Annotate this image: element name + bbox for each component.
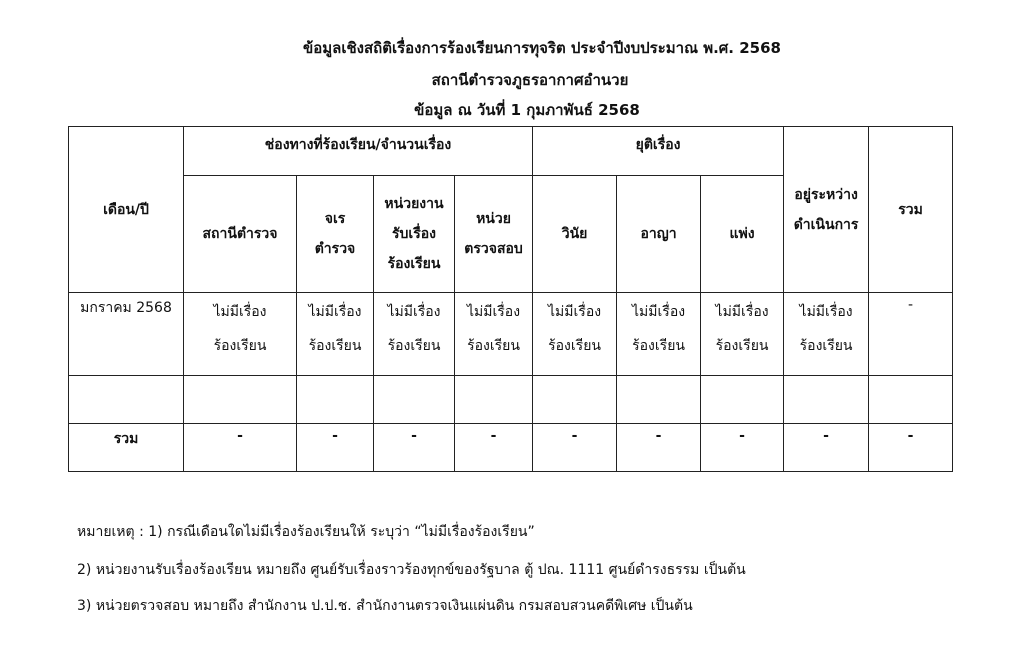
channel-header-station: [184, 176, 297, 293]
count-cell: [533, 293, 617, 376]
data-date: ข้อมูล ณ วันที่ 1 กุมภาพันธ์ 2568: [414, 101, 640, 119]
cell-line: ไม่มีเรื่อง: [632, 304, 686, 320]
total-cell: -: [533, 424, 617, 472]
cell-line: ไม่มีเรื่อง: [213, 304, 267, 320]
resolved-header-line: แพ่ง: [729, 226, 755, 242]
channel-header-inspector: [297, 176, 374, 293]
count-cell: [374, 293, 455, 376]
cell-line: ร้องเรียน: [308, 338, 362, 354]
month-column-header: เดือน/ปี: [69, 127, 184, 293]
channel-header-audit-agency: [455, 176, 533, 293]
empty-cell: [784, 376, 869, 424]
channel-header-line: จเร: [324, 211, 346, 227]
row-total-cell: -: [869, 293, 953, 376]
total-row: [69, 424, 953, 472]
count-cell: [617, 293, 701, 376]
report-title: ข้อมูลเชิงสถิติเรื่องการร้องเรียนการทุจริต ประจำปีงบประมาณ พ.ศ. 2568: [303, 39, 781, 57]
total-cell: -: [617, 424, 701, 472]
count-cell: [455, 293, 533, 376]
count-cell: [297, 293, 374, 376]
channel-header-line: หน่วยงาน: [384, 196, 444, 212]
cell-line: ไม่มีเรื่อง: [715, 304, 769, 320]
total-cell: -: [784, 424, 869, 472]
total-cell: -: [374, 424, 455, 472]
channel-header-line: ตำรวจ: [314, 241, 356, 257]
channel-header-line: หน่วย: [476, 211, 511, 227]
total-cell: -: [455, 424, 533, 472]
total-cell: -: [184, 424, 297, 472]
cell-line: ร้องเรียน: [548, 338, 601, 354]
cell-line: ไม่มีเรื่อง: [799, 304, 853, 320]
total-row-label: รวม: [69, 424, 184, 472]
resolved-header-civil: [701, 176, 784, 293]
resolved-header-criminal: [617, 176, 701, 293]
total-cell: -: [701, 424, 784, 472]
count-cell: [784, 293, 869, 376]
footnote-3: 3) หน่วยตรวจสอบ หมายถึง สำนักงาน ป.ป.ช. สำนักงานตรวจเงินแผ่นดิน กรมสอบสวนคดีพิเศษ เป็นต้น: [77, 598, 693, 614]
empty-cell: [374, 376, 455, 424]
channel-header-line: ตรวจสอบ: [464, 241, 523, 257]
empty-cell: [69, 376, 184, 424]
empty-cell: [869, 376, 953, 424]
total-cell: -: [297, 424, 374, 472]
cell-line: ร้องเรียน: [799, 338, 853, 354]
channel-header-line: สถานีตำรวจ: [202, 226, 278, 242]
empty-cell: [297, 376, 374, 424]
total-column-header: รวม: [869, 127, 953, 293]
header-row-1: [69, 127, 953, 176]
empty-row: [69, 376, 953, 424]
table-row: [69, 293, 953, 376]
channels-group-header: ช่องทางที่ร้องเรียน/จำนวนเรื่อง: [184, 127, 533, 176]
footnote-2: 2) หน่วยงานรับเรื่องร้องเรียน หมายถึง ศูนย์รับเรื่องราวร้องทุกข์ของรัฐบาล ตู้ ปณ. 1111 ศูนย์ดำรงธรรม เป็นต้น: [77, 562, 746, 578]
cell-line: ร้องเรียน: [632, 338, 685, 354]
cell-line: ไม่มีเรื่อง: [387, 304, 441, 320]
cell-line: ร้องเรียน: [387, 338, 441, 354]
count-cell: [184, 293, 297, 376]
empty-cell: [701, 376, 784, 424]
channel-header-receiving-agency: [374, 176, 455, 293]
empty-cell: [617, 376, 701, 424]
resolved-header-line: วินัย: [561, 226, 588, 242]
resolved-group-header: ยุติเรื่อง: [533, 127, 784, 176]
cell-line: ร้องเรียน: [213, 338, 267, 354]
channel-header-line: ร้องเรียน: [387, 256, 441, 272]
complaint-statistics-table: [68, 126, 953, 472]
total-cell: -: [869, 424, 953, 472]
count-cell: [701, 293, 784, 376]
cell-line: ไม่มีเรื่อง: [467, 304, 521, 320]
pending-header-line: อยู่ระหว่าง: [794, 186, 858, 203]
station-name: สถานีตำรวจภูธรอากาศอำนวย: [431, 71, 629, 89]
resolved-header-discipline: [533, 176, 617, 293]
resolved-header-line: อาญา: [640, 226, 677, 242]
empty-cell: [184, 376, 297, 424]
cell-line: ไม่มีเรื่อง: [548, 304, 602, 320]
footnote-1: หมายเหตุ : 1) กรณีเดือนใดไม่มีเรื่องร้องเรียนให้ ระบุว่า “ไม่มีเรื่องร้องเรียน”: [77, 524, 535, 540]
channel-header-line: รับเรื่อง: [392, 226, 436, 242]
empty-cell: [533, 376, 617, 424]
pending-column-header: [784, 127, 869, 293]
empty-cell: [455, 376, 533, 424]
cell-line: ไม่มีเรื่อง: [308, 304, 362, 320]
month-cell: มกราคม 2568: [69, 293, 184, 376]
cell-line: ร้องเรียน: [467, 338, 520, 354]
pending-header-line: ดำเนินการ: [793, 216, 859, 233]
cell-line: ร้องเรียน: [715, 338, 769, 354]
